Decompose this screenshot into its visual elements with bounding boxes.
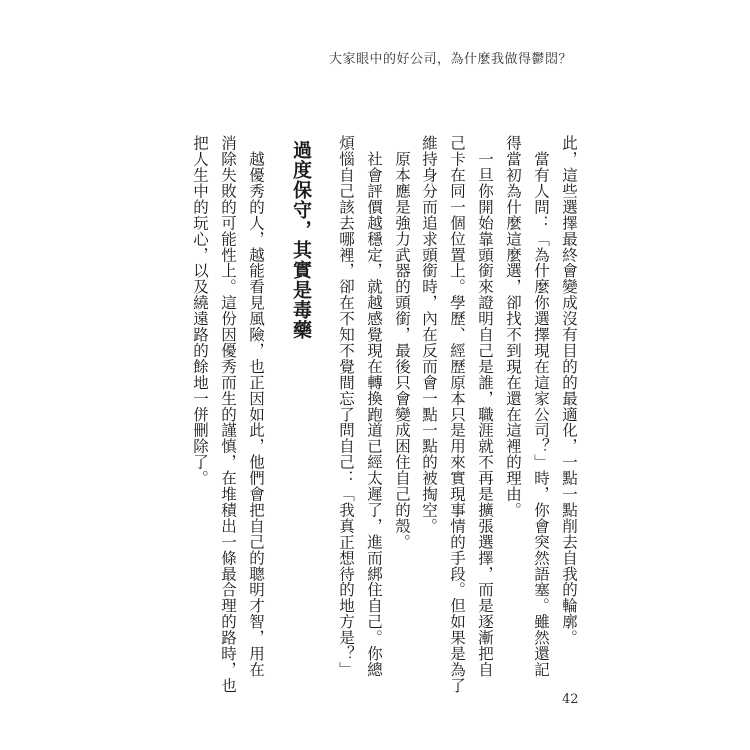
section-heading: 過度保守，其實是毒藥 xyxy=(290,140,312,340)
page-number: 42 xyxy=(562,692,579,707)
text-column: 把人生中的玩心，以及繞遠路的餘地一併刪除了。 xyxy=(191,135,209,486)
running-header: 大家眼中的好公司，為什麼我做得鬱悶？ xyxy=(328,52,572,67)
text-column: 己卡在同一個位置上。學歷、經歷原本只是用來實現事情的手段。但如果是為了 xyxy=(448,135,466,694)
text-column: 得當初為什麼這麼選，卻找不到現在還在這裡的理由。 xyxy=(504,135,522,518)
text-column: 社會評價越穩定，就越感覺現在轉換跑道已經太遲了，進而綁住自己。你總 xyxy=(365,135,383,678)
text-column: 煩惱自己該去哪裡，卻在不知不覺間忘了問自己：「我真正想待的地方是？」 xyxy=(337,135,355,678)
text-column: 原本應是強力武器的頭銜，最後只會變成困住自己的殼。 xyxy=(393,135,411,550)
text-column: 此，這些選擇最終會變成沒有目的的最適化，一點一點削去自我的輪廓。 xyxy=(560,135,578,646)
text-column: 當有人問：「為什麼你選擇現在這家公司？」時，你會突然語塞。雖然還記 xyxy=(532,135,550,678)
text-column: 一旦你開始靠頭銜來證明自己是誰，職涯就不再是擴張選擇，而是逐漸把自 xyxy=(476,135,494,678)
text-column: 維持身分而追求頭銜時，內在反而會一點一點的被掏空。 xyxy=(420,135,438,534)
text-column: 消除失敗的可能性上。這份因優秀而生的謹慎，在堆積出一條最合理的路時，也 xyxy=(219,135,237,694)
text-column: 越優秀的人，越能看見風險，也正因如此，他們會把自己的聰明才智，用在 xyxy=(247,135,265,678)
